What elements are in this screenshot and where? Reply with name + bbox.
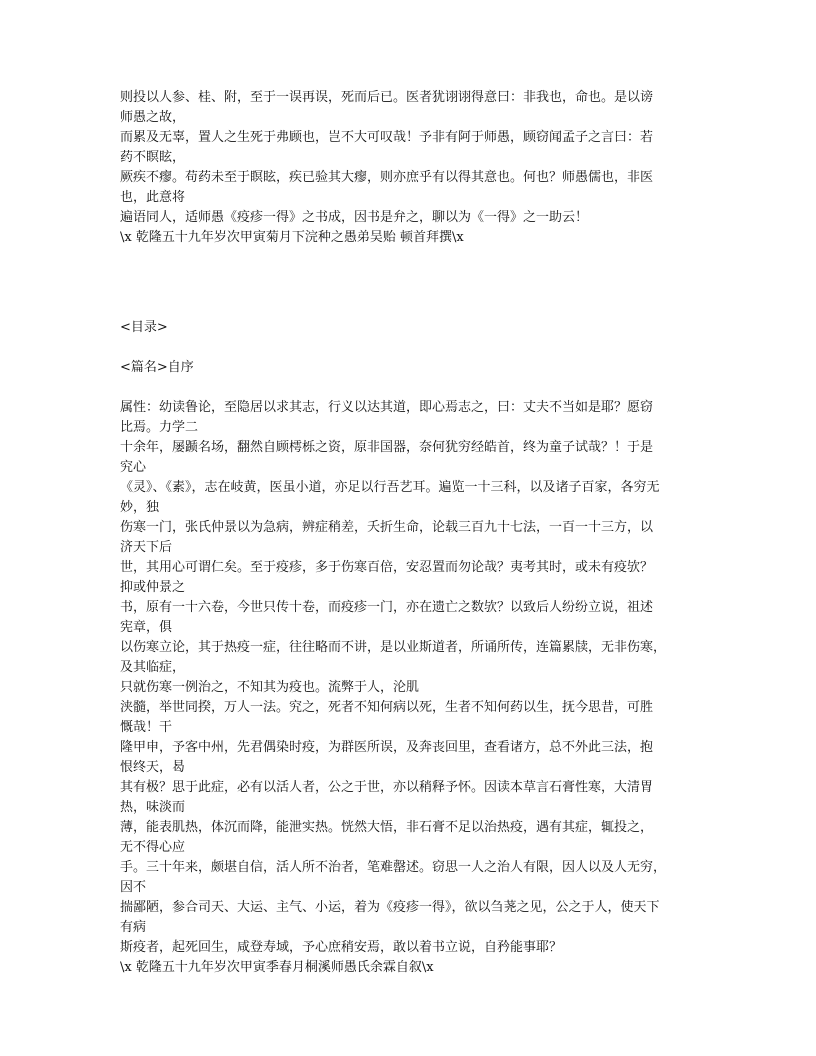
toc-heading: <目录>: [120, 320, 168, 335]
preface-line: 遍语同人，适师愚《疫疹一得》之书成，因书是弁之，聊以为《一得》之一助云！: [120, 210, 589, 225]
body-line: 无不得心应: [120, 840, 186, 855]
self-preface-section: [120, 398, 705, 978]
body-line: 揣鄙陋，参合司天、大运、主气、小运，着为《疫疹一得》，欲以刍荛之见，公之于人，使天下: [120, 900, 660, 915]
body-line: 因不: [120, 880, 147, 895]
body-line: 伤寒一门，张氏仲景以为急病，辨症稍差，夭折生命，论载三百九十七法，一百一十三方，以: [120, 520, 654, 535]
body-line: 比焉。力学二: [120, 420, 199, 435]
body-line: 手。三十年来，颇堪自信，活人所不治者，笔难罄述。窃思一人之治人有限，因人以及人无穷，: [120, 860, 667, 875]
author-signature: \x 乾隆五十九年岁次甲寅季春月桐溪师愚氏余霖自叙\x: [120, 960, 434, 975]
preface-section: [120, 88, 705, 248]
body-line: 只就伤寒一例治之，不知其为疫也。流弊于人，沦肌: [120, 680, 420, 695]
preface-signature: \x 乾隆五十九年岁次甲寅菊月下浣种之愚弟吴贻 顿首拜撰\x: [120, 230, 464, 245]
body-line: 薄，能表肌热，体沉而降，能泄实热。恍然大悟，非石膏不足以治热疫，遇有其症，辄投之，: [120, 820, 654, 835]
body-line: 斯疫者，起死回生，咸登寿域，予心庶稍安焉，敢以着书立说，自矜能事耶？: [120, 940, 563, 955]
body-line: 《灵》、《素》，志在岐黄，医虽小道，亦足以行吾艺耳。遍览一十三科，以及诸子百家，各穷无: [120, 480, 660, 495]
preface-line: 而累及无辜，置人之生死于弗顾也，岂不大可叹哉！予非有阿于师愚，顾窃闻孟子之言曰：若: [120, 130, 654, 145]
body-line: 世，其用心可谓仁矣。至于疫疹，多于伤寒百倍，安忍置而勿论哉？夷考其时，或未有疫欤？: [120, 560, 654, 575]
preface-line: 则投以人参、桂、附，至于一误再误，死而后已。医者犹诩诩得意曰：非我也，命也。是以谤: [120, 90, 654, 105]
body-line: 十余年，屡踬名场，翻然自顾樗栎之资，原非国器，奈何犹穷经皓首，终为童子试哉？！于是: [120, 440, 654, 455]
preface-line: 师愚之故，: [120, 110, 186, 125]
body-line: 宪章，俱: [120, 620, 173, 635]
preface-line: 也，此意将: [120, 190, 186, 205]
body-line: 究心: [120, 460, 147, 475]
body-line: 妙，独: [120, 500, 160, 515]
body-line: 及其临症，: [120, 660, 186, 675]
preface-line: 药不瞑眩，: [120, 150, 186, 165]
body-line: 恨终天，曷: [120, 760, 186, 775]
body-line: 以伤寒立论，其于热疫一症，往往略而不讲，是以业斯道者，所诵所传，连篇累牍，无非伤寒，: [120, 640, 667, 655]
body-line: 属性：幼读鲁论，至隐居以求其志，行义以达其道，即心焉志之，曰：丈夫不当如是耶？愿窃: [120, 400, 654, 415]
chapter-title: <篇名>自序: [120, 360, 194, 375]
body-line: 抑或仲景之: [120, 580, 186, 595]
body-line: 浃髓，举世同揆，万人一法。究之，死者不知何病以死，生者不知何药以生，抚今思昔，可胜: [120, 700, 654, 715]
body-line: 慨哉！干: [120, 720, 173, 735]
document-page: [120, 88, 705, 978]
body-line: 书，原有一十六卷，今世只传十卷，而疫疹一门，亦在遗亡之数欤？以致后人纷纷立说，祖述: [120, 600, 654, 615]
body-line: 隆甲申，予客中州，先君偶染时疫，为群医所误，及奔丧回里，查看诸方，总不外此三法，抱: [120, 740, 654, 755]
body-line: 有病: [120, 920, 147, 935]
body-line: 其有极？思于此症，必有以活人者，公之于世，亦以稍释予怀。因读本草言石膏性寒，大清胃: [120, 780, 654, 795]
body-line: 热，味淡而: [120, 800, 186, 815]
preface-line: 厥疾不瘳。苟药未至于瞑眩，疾已验其大瘳，则亦庶乎有以得其意也。何也？师愚儒也，非医: [120, 170, 654, 185]
body-line: 济天下后: [120, 540, 173, 555]
